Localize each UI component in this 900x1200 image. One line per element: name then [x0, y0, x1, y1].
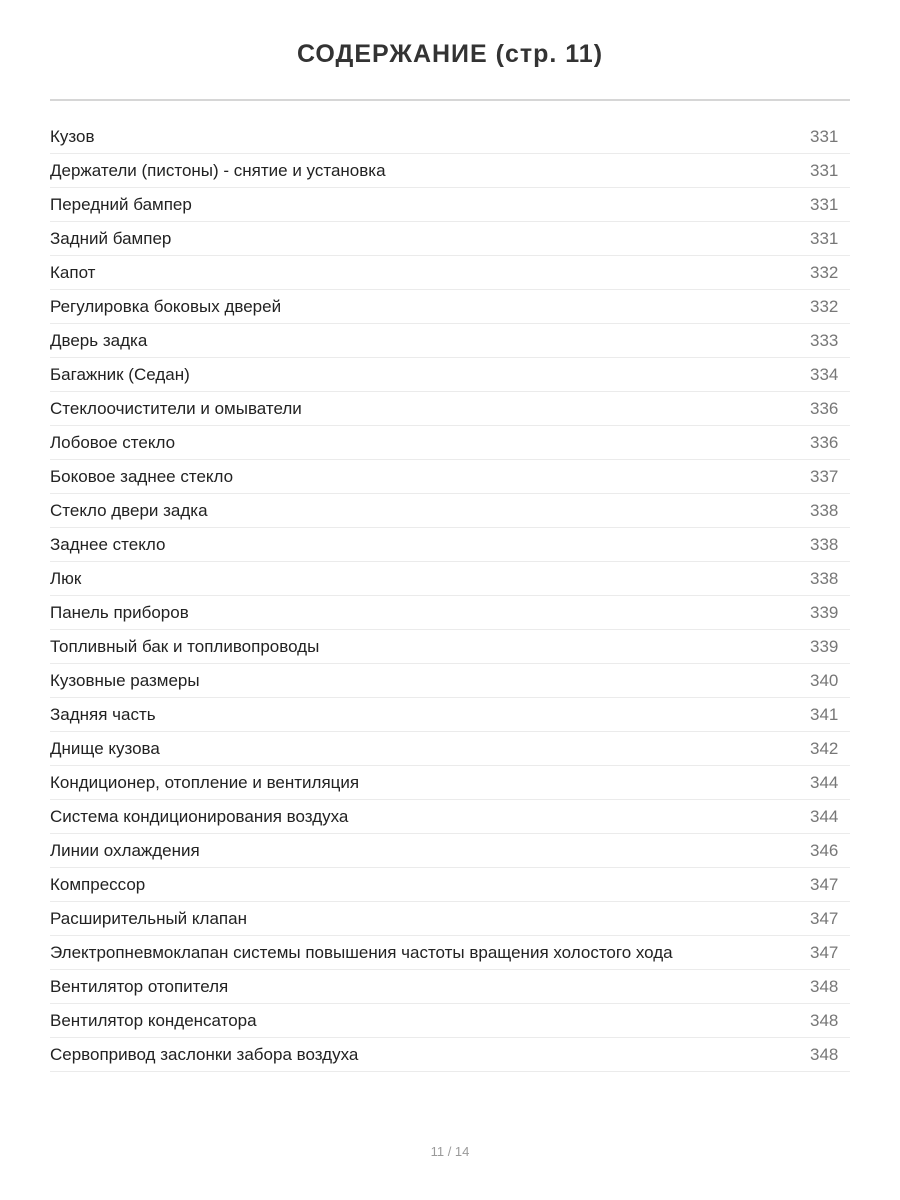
- toc-entry-title: Багажник (Седан): [50, 364, 190, 384]
- toc-entry-page-number: 331: [810, 126, 839, 146]
- toc-entry[interactable]: [50, 188, 850, 222]
- toc-entry-page-number: 338: [810, 534, 839, 554]
- toc-entry-page-number: 344: [810, 772, 839, 792]
- toc-entry-title: Стеклоочистители и омыватели: [50, 398, 302, 418]
- toc-entry[interactable]: [50, 868, 850, 902]
- toc-entry-page-number: 336: [810, 432, 839, 452]
- toc-entry-title: Боковое заднее стекло: [50, 466, 234, 486]
- toc-entry-title: Система кондиционирования воздуха: [50, 806, 349, 826]
- toc-entry-title: Заднее стекло: [50, 534, 166, 554]
- toc-entry-page-number: 347: [810, 908, 839, 928]
- toc-entry[interactable]: [50, 562, 850, 596]
- toc-entry-title: Кузов: [50, 126, 95, 146]
- toc-entry-page-number: 334: [810, 364, 839, 384]
- toc-entry[interactable]: [50, 766, 850, 800]
- toc-entry[interactable]: [50, 664, 850, 698]
- toc-entry[interactable]: [50, 1038, 850, 1072]
- toc-entry-page-number: 333: [810, 330, 839, 350]
- toc-entry-title: Кузовные размеры: [50, 670, 200, 690]
- toc-entry[interactable]: [50, 494, 850, 528]
- table-of-contents: [50, 120, 850, 1072]
- toc-entry-page-number: 348: [810, 1010, 839, 1030]
- toc-entry-title: Лобовое стекло: [50, 432, 176, 452]
- toc-entry[interactable]: [50, 426, 850, 460]
- toc-entry-page-number: 344: [810, 806, 839, 826]
- toc-entry-page-number: 339: [810, 636, 839, 656]
- toc-entry-page-number: 346: [810, 840, 839, 860]
- toc-entry-title: Регулировка боковых дверей: [50, 296, 282, 316]
- toc-entry[interactable]: [50, 324, 850, 358]
- toc-entry-page-number: 336: [810, 398, 839, 418]
- toc-entry[interactable]: [50, 800, 850, 834]
- toc-entry-page-number: 342: [810, 738, 839, 758]
- toc-entry-title: Расширительный клапан: [50, 908, 247, 928]
- page-indicator: 11 / 14: [430, 1144, 470, 1159]
- toc-entry-title: Стекло двери задка: [50, 500, 208, 520]
- toc-entry-page-number: 338: [810, 568, 839, 588]
- toc-entry-page-number: 332: [810, 262, 839, 282]
- toc-entry-title: Линии охлаждения: [50, 840, 200, 860]
- toc-entry-page-number: 339: [810, 602, 839, 622]
- page-title: СОДЕРЖАНИЕ (стр. 11): [296, 40, 604, 68]
- toc-entry-title: Кондиционер, отопление и вентиляция: [50, 772, 360, 792]
- toc-entry-page-number: 332: [810, 296, 839, 316]
- toc-entry[interactable]: [50, 120, 850, 154]
- toc-entry-page-number: 347: [810, 942, 839, 962]
- toc-entry-page-number: 341: [810, 704, 839, 724]
- toc-entry-title: Капот: [50, 262, 96, 282]
- toc-entry[interactable]: [50, 698, 850, 732]
- toc-entry-title: Задний бампер: [50, 228, 172, 248]
- toc-entry[interactable]: [50, 154, 850, 188]
- toc-entry[interactable]: [50, 970, 850, 1004]
- toc-entry-title: Дверь задка: [50, 330, 148, 350]
- toc-entry-page-number: 331: [810, 228, 839, 248]
- toc-entry[interactable]: [50, 358, 850, 392]
- toc-entry[interactable]: [50, 290, 850, 324]
- toc-entry-title: Вентилятор конденсатора: [50, 1010, 257, 1030]
- toc-entry[interactable]: [50, 630, 850, 664]
- toc-entry-page-number: 340: [810, 670, 839, 690]
- toc-entry-title: Электропневмоклапан системы повышения частоты вращения холостого хода: [50, 942, 673, 962]
- toc-entry[interactable]: [50, 528, 850, 562]
- toc-entry[interactable]: [50, 596, 850, 630]
- toc-entry[interactable]: [50, 256, 850, 290]
- toc-entry[interactable]: [50, 936, 850, 970]
- toc-entry-page-number: 338: [810, 500, 839, 520]
- toc-entry-title: Люк: [50, 568, 82, 588]
- toc-entry-title: Задняя часть: [50, 704, 156, 724]
- toc-entry-page-number: 347: [810, 874, 839, 894]
- toc-entry[interactable]: [50, 460, 850, 494]
- toc-entry-title: Панель приборов: [50, 602, 189, 622]
- toc-entry-title: Компрессор: [50, 874, 146, 894]
- toc-entry[interactable]: [50, 902, 850, 936]
- toc-entry[interactable]: [50, 1004, 850, 1038]
- toc-entry[interactable]: [50, 834, 850, 868]
- toc-entry-page-number: 348: [810, 1044, 839, 1064]
- toc-entry-title: Топливный бак и топливопроводы: [50, 636, 320, 656]
- toc-entry[interactable]: [50, 732, 850, 766]
- toc-entry-title: Держатели (пистоны) - снятие и установка: [50, 160, 386, 180]
- toc-entry-page-number: 331: [810, 194, 839, 214]
- toc-entry-title: Вентилятор отопителя: [50, 976, 229, 996]
- title-divider: [50, 99, 850, 101]
- toc-entry[interactable]: [50, 392, 850, 426]
- toc-entry-page-number: 348: [810, 976, 839, 996]
- toc-entry-title: Днище кузова: [50, 738, 160, 758]
- toc-entry-title: Сервопривод заслонки забора воздуха: [50, 1044, 359, 1064]
- toc-entry[interactable]: [50, 222, 850, 256]
- toc-entry-title: Передний бампер: [50, 194, 192, 214]
- toc-entry-page-number: 331: [810, 160, 839, 180]
- toc-entry-page-number: 337: [810, 466, 839, 486]
